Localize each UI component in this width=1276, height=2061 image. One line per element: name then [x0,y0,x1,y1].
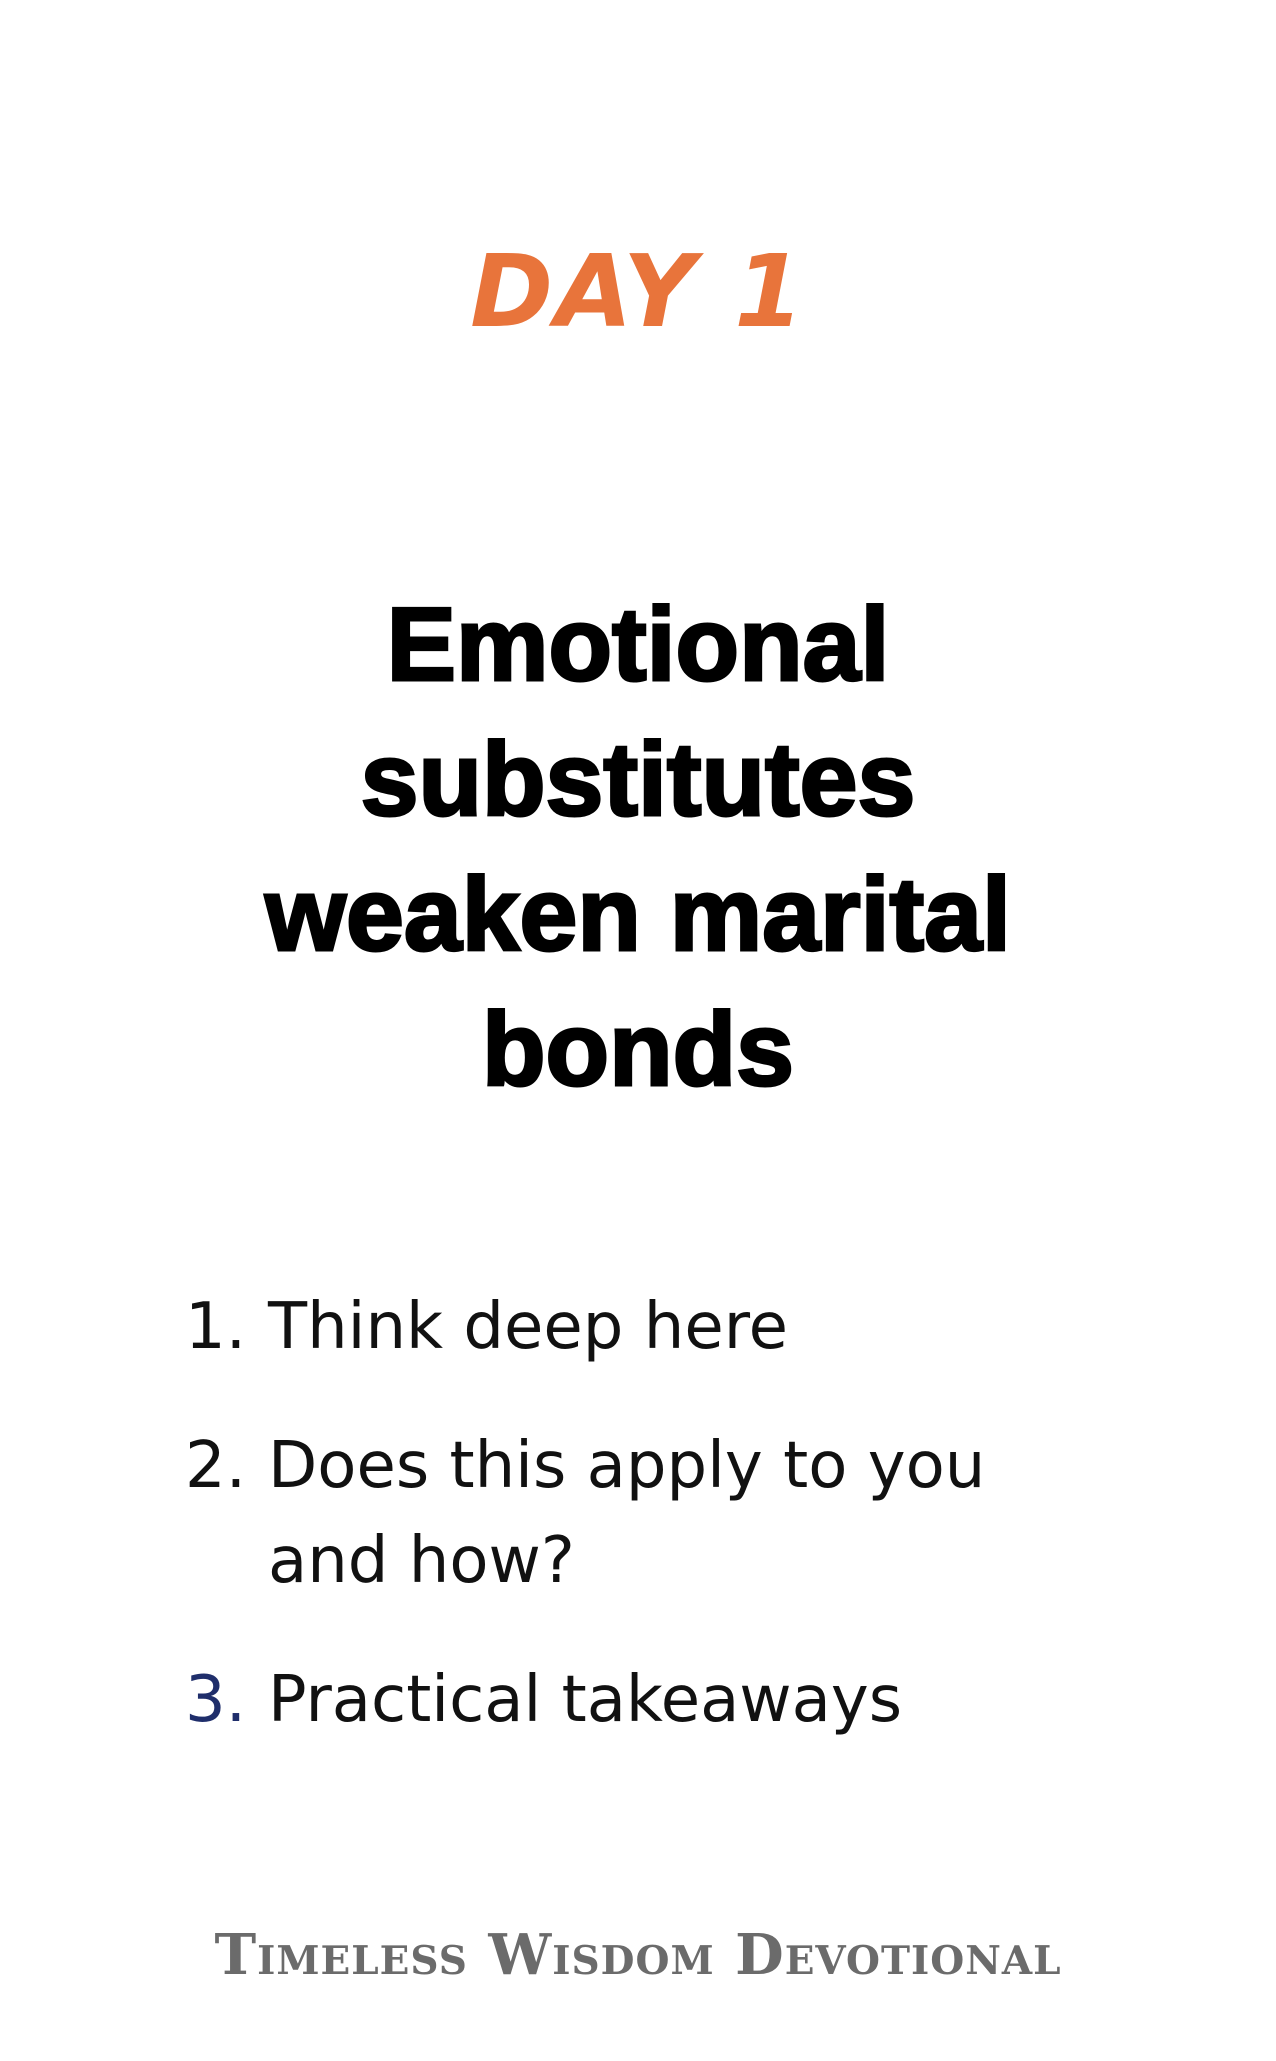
footer-brand: Timeless Wisdom Devotional [214,1922,1062,1988]
prompt-number: 2. [185,1429,247,1503]
prompt-number: 1. [185,1290,247,1364]
headline-line: substitutes [360,722,916,838]
prompt-item [185,1419,1085,1609]
headline-line: bonds [482,992,794,1108]
prompt-text: Does this apply to you and how? [268,1429,986,1598]
prompt-item [185,1280,1085,1375]
prompt-text: Practical takeaways [268,1663,903,1737]
headline [0,578,1276,1118]
headline-line: Emotional [386,587,890,703]
headline-line: weaken marital [265,857,1011,973]
prompt-number: 3. [185,1663,247,1737]
prompt-text: Think deep here [268,1290,788,1364]
reflection-prompts-list [185,1280,1085,1792]
prompt-item [185,1653,1085,1748]
day-title: DAY 1 [470,233,806,350]
